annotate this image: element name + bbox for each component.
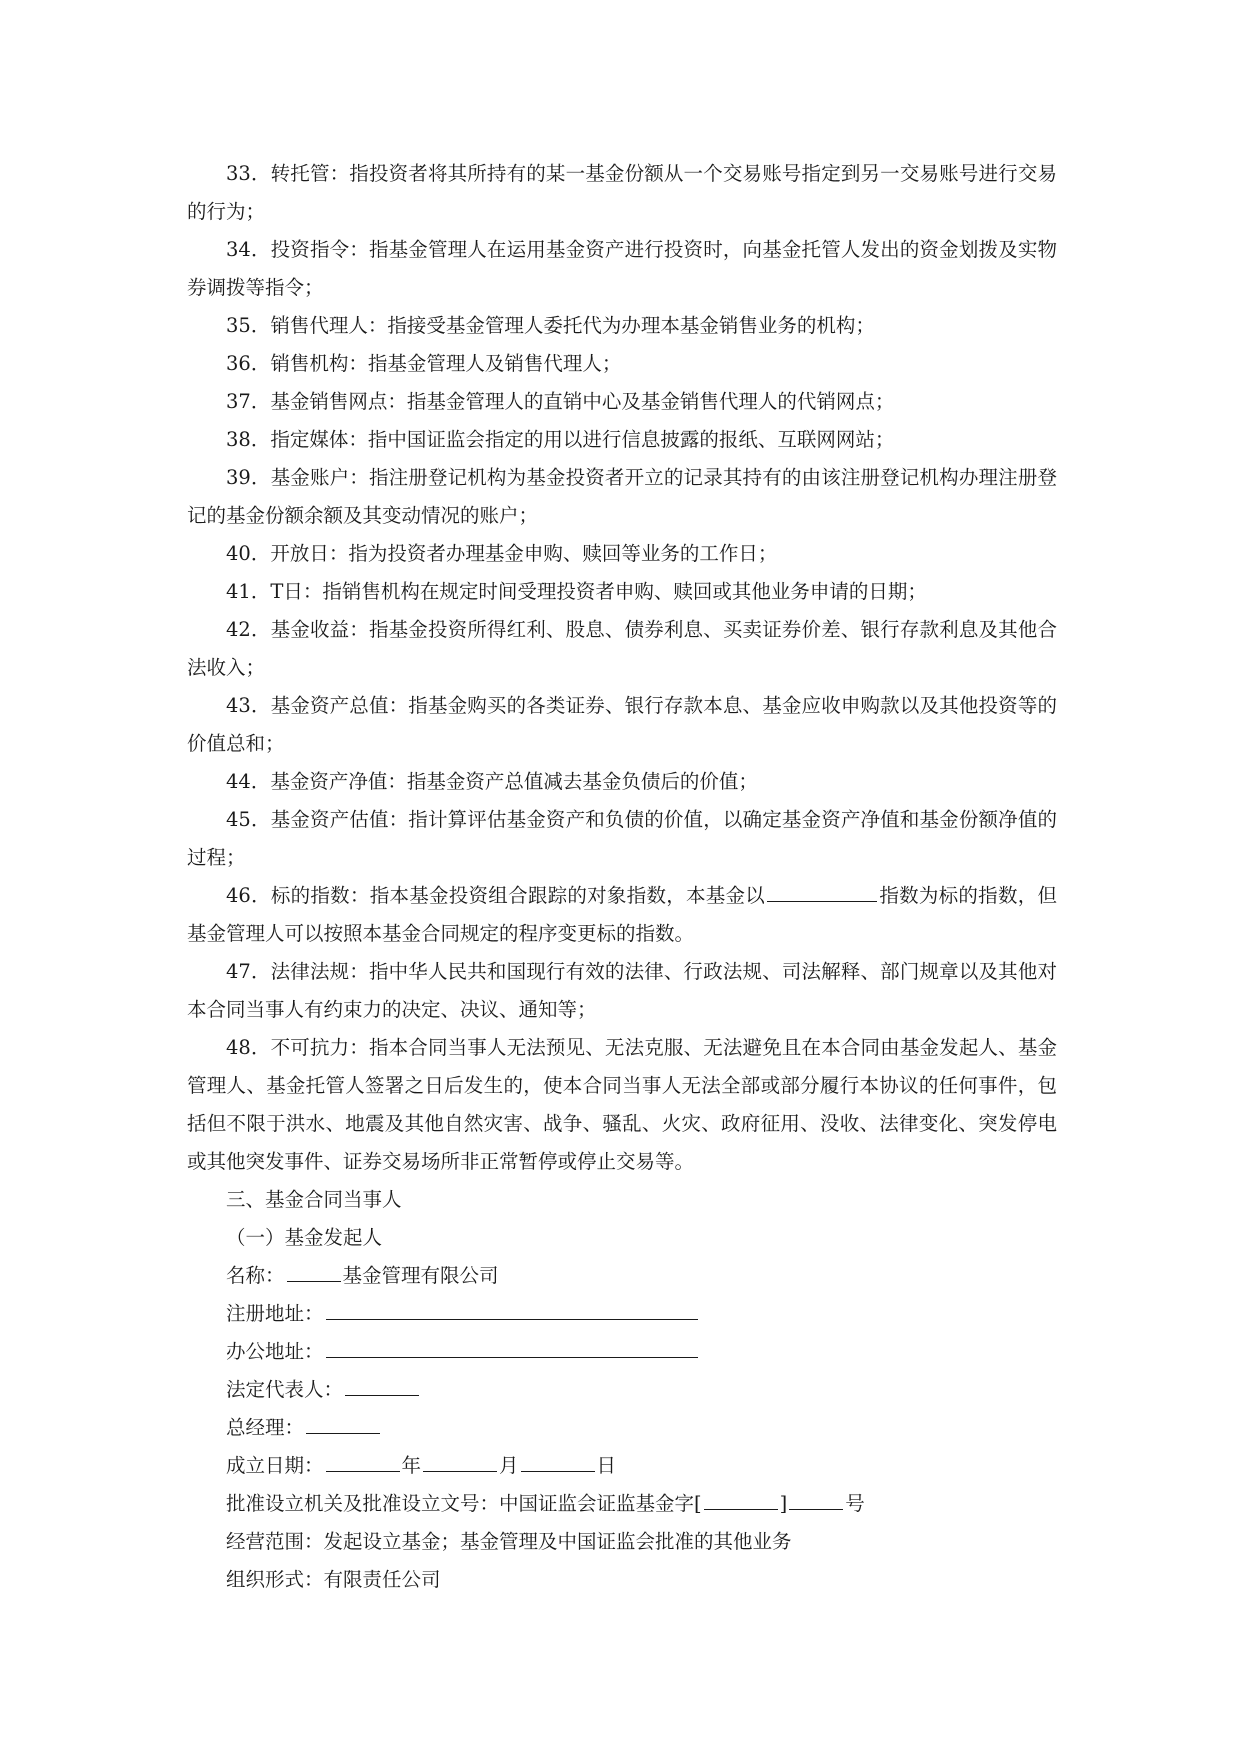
month-label: 月 [499,1454,519,1477]
definition-46 [187,877,1057,953]
definition-35: 35．销售代理人：指接受基金管理人委托代为办理本基金销售业务的机构； [226,314,875,337]
registered-address-blank [326,1299,698,1320]
registered-address-label: 注册地址： [226,1302,324,1325]
name-blank [287,1261,341,1282]
day-label: 日 [596,1454,617,1477]
year-label: 年 [401,1454,422,1477]
legal-representative-label: 法定代表人： [226,1378,344,1401]
definition-43: 43．基金资产总值：指基金购买的各类证券、银行存款本息、基金应收申购款以及其他投资等的价值总和； [187,694,1057,755]
sub-heading: （一）基金发起人 [226,1226,383,1249]
definition-37: 37．基金销售网点：指基金管理人的直销中心及基金销售代理人的代销网点； [226,390,895,413]
office-address-label: 办公地址： [226,1340,324,1363]
general-manager-field [187,1409,1057,1447]
approval-field [187,1485,1057,1523]
general-manager-blank [306,1413,380,1434]
name-suffix: 基金管理有限公司 [342,1264,499,1287]
definition-45: 45．基金资产估值：指计算评估基金资产和负债的价值，以确定基金资产净值和基金份额净值的过程； [187,808,1057,869]
legal-representative-blank [345,1375,419,1396]
definition-48: 48．不可抗力：指本合同当事人无法预见、无法克服、无法避免且在本合同由基金发起人、基金管理人、基金托管人签署之日后发生的，使本合同当事人无法全部或部分履行本协议的任何事件，包括但不限于洪水、地震及其他自然灾害、战争、骚乱、火灾、政府征用、没收、法律变化、突发停电或其他突发事件、证券交易场所非正常暂停或停止交易等。 [187,1036,1057,1173]
registered-address-field [187,1295,1057,1333]
definition-36: 36．销售机构：指基金管理人及销售代理人； [226,352,622,375]
definition-47: 47．法律法规：指中华人民共和国现行有效的法律、行政法规、司法解释、部门规章以及其他对本合同当事人有约束力的决定、决议、通知等； [187,960,1057,1021]
approval-number-blank [789,1489,843,1510]
definition-34: 34．投资指令：指基金管理人在运用基金资产进行投资时，向基金托管人发出的资金划拨及实物券调拨等指令； [187,238,1057,299]
definition-40: 40．开放日：指为投资者办理基金申购、赎回等业务的工作日； [226,542,778,565]
definition-38: 38．指定媒体：指中国证监会指定的用以进行信息披露的报纸、互联网网站； [226,428,895,451]
name-label: 名称： [226,1264,285,1287]
name-field [187,1257,1057,1295]
organization-form: 组织形式：有限责任公司 [226,1568,441,1591]
definition-33: 33．转托管：指投资者将其所持有的某一基金份额从一个交易账号指定到另一交易账号进行交易的行为； [187,162,1057,223]
approval-label: 批准设立机关及批准设立文号：中国证监会证监基金字[ [226,1492,702,1515]
definition-44: 44．基金资产净值：指基金资产总值减去基金负债后的价值； [226,770,758,793]
office-address-field [187,1333,1057,1371]
legal-representative-field [187,1371,1057,1409]
definition-42: 42．基金收益：指基金投资所得红利、股息、债券利息、买卖证券价差、银行存款利息及其他合法收入； [187,618,1057,679]
index-name-blank [767,881,877,902]
definition-46-part-a: 46．标的指数：指本基金投资组合跟踪的对象指数，本基金以 [226,884,766,907]
approval-year-blank [704,1489,778,1510]
office-address-blank [326,1337,698,1358]
approval-suffix: 号 [845,1492,865,1515]
day-blank [521,1451,595,1472]
definition-39: 39．基金账户：指注册登记机构为基金投资者开立的记录其持有的由该注册登记机构办理注册登记的基金份额余额及其变动情况的账户； [187,466,1057,527]
document-body [187,155,1057,1599]
definition-41: 41．T日：指销售机构在规定时间受理投资者申购、赎回或其他业务申请的日期； [226,580,927,603]
business-scope: 经营范围：发起设立基金；基金管理及中国证监会批准的其他业务 [226,1530,792,1553]
definition-46-part-b: 指数为标的指数，但基金管理人可以按照本基金合同规定的程序变更标的指数。 [187,884,1057,945]
section-heading: 三、基金合同当事人 [226,1188,402,1211]
general-manager-label: 总经理： [226,1416,305,1439]
establishment-date-field [187,1447,1057,1485]
establishment-date-label: 成立日期： [226,1454,324,1477]
approval-bracket-close: ] [779,1492,788,1515]
month-blank [423,1451,497,1472]
year-blank [326,1451,400,1472]
